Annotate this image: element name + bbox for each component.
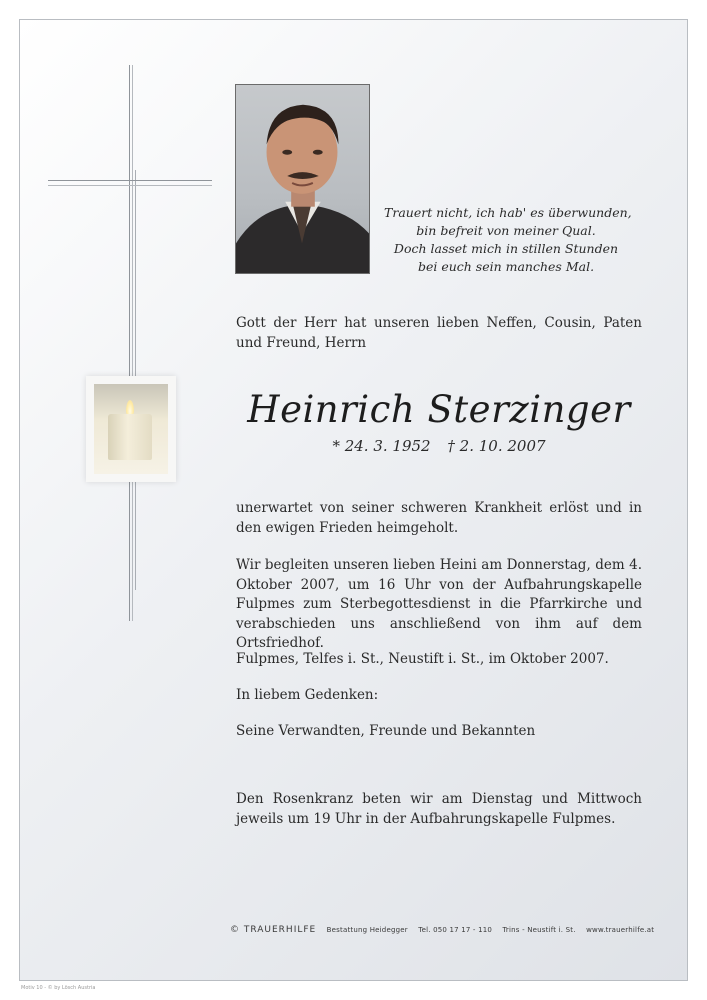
portrait-photo — [235, 84, 370, 274]
cross-horizontal-bar — [48, 180, 212, 186]
footer-company: Bestattung Heidegger — [326, 926, 408, 934]
poem-line: Trauert nicht, ich hab' es überwunden, — [384, 205, 632, 220]
death-date: † 2. 10. 2007 — [447, 437, 546, 455]
footer-website[interactable]: www.trauerhilfe.at — [586, 926, 655, 934]
cross-vertical-bar — [129, 65, 133, 621]
life-dates — [236, 437, 642, 455]
footer — [230, 925, 655, 935]
poem — [384, 204, 632, 276]
family-line: Seine Verwandten, Freunde und Bekannten — [236, 723, 536, 739]
deceased-name: Heinrich Sterzinger — [247, 388, 631, 431]
candle-image — [86, 376, 176, 482]
rosary-text: Den Rosenkranz beten wir am Dienstag und Mittwoch jeweils um 19 Uhr in der Aufbahrungskapelle Fulpmes. — [236, 791, 642, 827]
poem-line: bin befreit von meiner Qual. — [416, 223, 596, 238]
brand-logo: © TRAUERHILFE — [230, 925, 317, 935]
footer-phone: Tel. 050 17 17 - 110 — [418, 926, 493, 934]
poem-line: Doch lasset mich in stillen Stunden — [393, 241, 619, 256]
release-text: unerwartet von seiner schweren Krankheit erlöst und in den ewigen Frieden heimgeholt. — [236, 500, 642, 536]
birth-date: * 24. 3. 1952 — [332, 437, 431, 455]
funeral-details: Wir begleiten unseren lieben Heini am Donnerstag, dem 4. Oktober 2007, um 16 Uhr von der Aufbahrungskapelle Fulpmes zum Sterbegottesdienst in die Pfarrkirche und verabschieden uns anschließend von ihm auf dem Ortsfriedhof. — [236, 557, 642, 651]
poem-line: bei euch sein manches Mal. — [417, 259, 595, 274]
memory-line: In liebem Gedenken: — [236, 687, 379, 703]
footer-location: Trins - Neustift i. St. — [502, 926, 576, 934]
portrait-illustration — [236, 85, 369, 273]
intro-text: Gott der Herr hat unseren lieben Neffen, Cousin, Paten und Freund, Herrn — [236, 315, 642, 351]
corner-note: Motiv 10 - © by Lösch Austria — [21, 985, 96, 991]
place-date: Fulpmes, Telfes i. St., Neustift i. St., im Oktober 2007. — [236, 651, 609, 667]
candle-icon — [108, 414, 152, 460]
